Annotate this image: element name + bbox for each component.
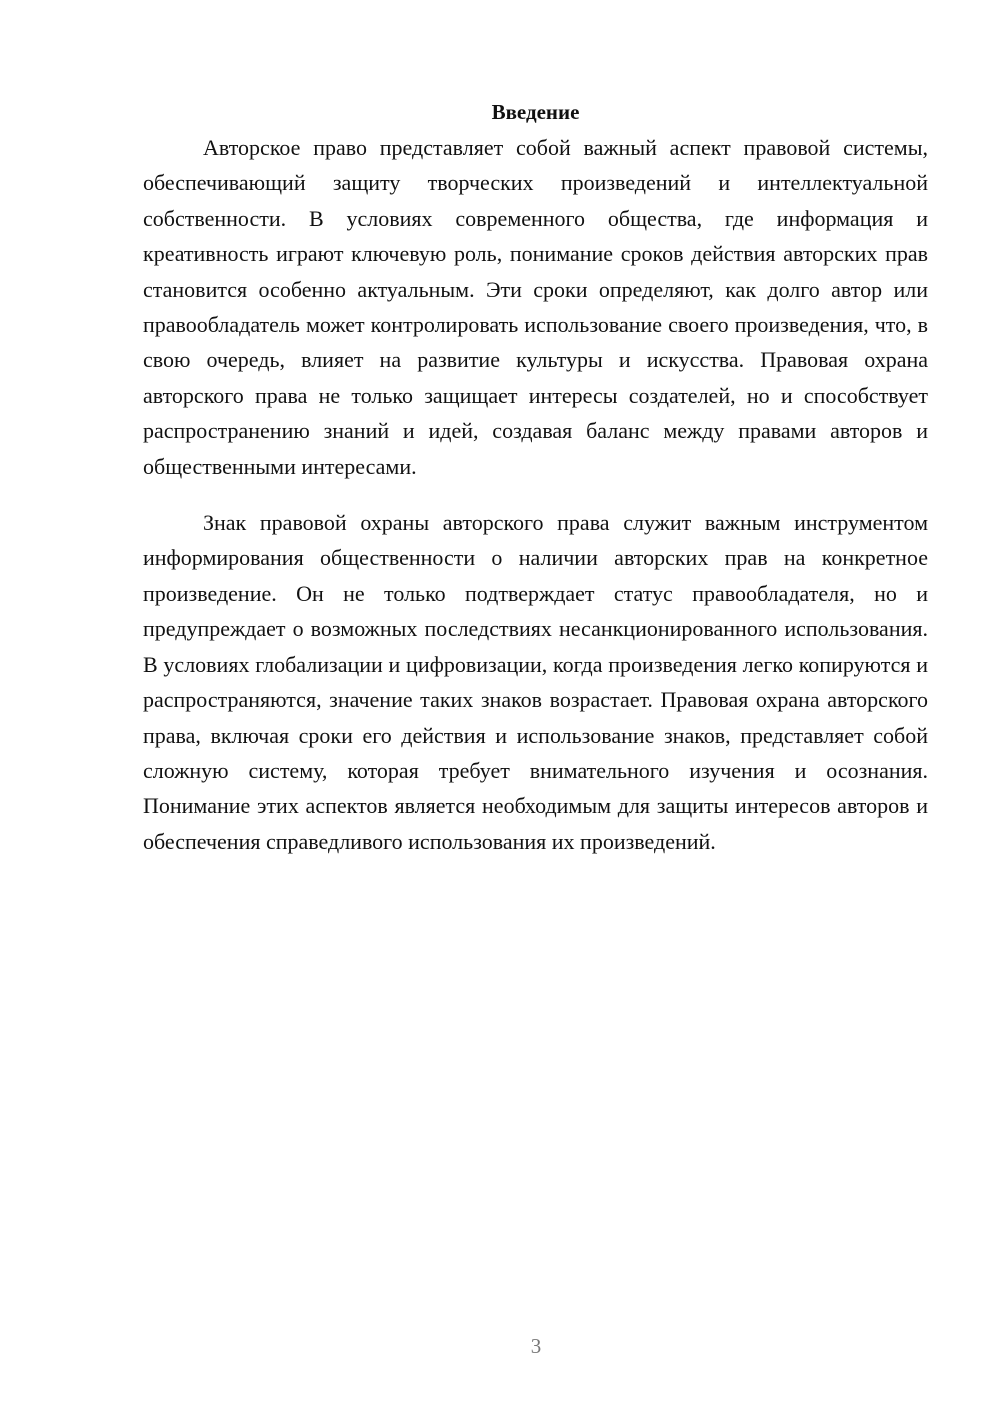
section-title: Введение <box>491 100 580 124</box>
paragraph-1: Авторское право представляет собой важный аспект правовой системы, обеспечивающий защиту творческих произведений и интеллектуальной собственности. В условиях современного общества, где информация и креативность играют ключевую роль, понимание сроков действия авторских прав становится особенно актуальным. Эти сроки определяют, как долго автор или правообладатель может контролировать использование своего произведения, что, в свою очередь, влияет на развитие культуры и искусства. Правовая охрана авторского права не только защищает интересы создателей, но и способствует распространению знаний и идей, создавая баланс между правами авторов и общественными интересами. <box>143 135 928 479</box>
paragraph-2: Знак правовой охраны авторского права служит важным инструментом информирования общественности о наличии авторских прав на конкретное произведение. Он не только подтверждает статус правообладателя, но и предупреждает о возможных последствиях несанкционированного использования. В условиях глобализации и цифровизации, когда произведения легко копируются и распространяются, значение таких знаков возрастает. Правовая охрана авторского права, включая сроки его действия и использование знаков, представляет собой сложную систему, которая требует внимательного изучения и осознания. Понимание этих аспектов является необходимым для защиты интересов авторов и обеспечения справедливого использования их произведений. <box>143 510 928 854</box>
page-content <box>143 96 928 859</box>
page-number: 3 <box>530 1334 542 1358</box>
